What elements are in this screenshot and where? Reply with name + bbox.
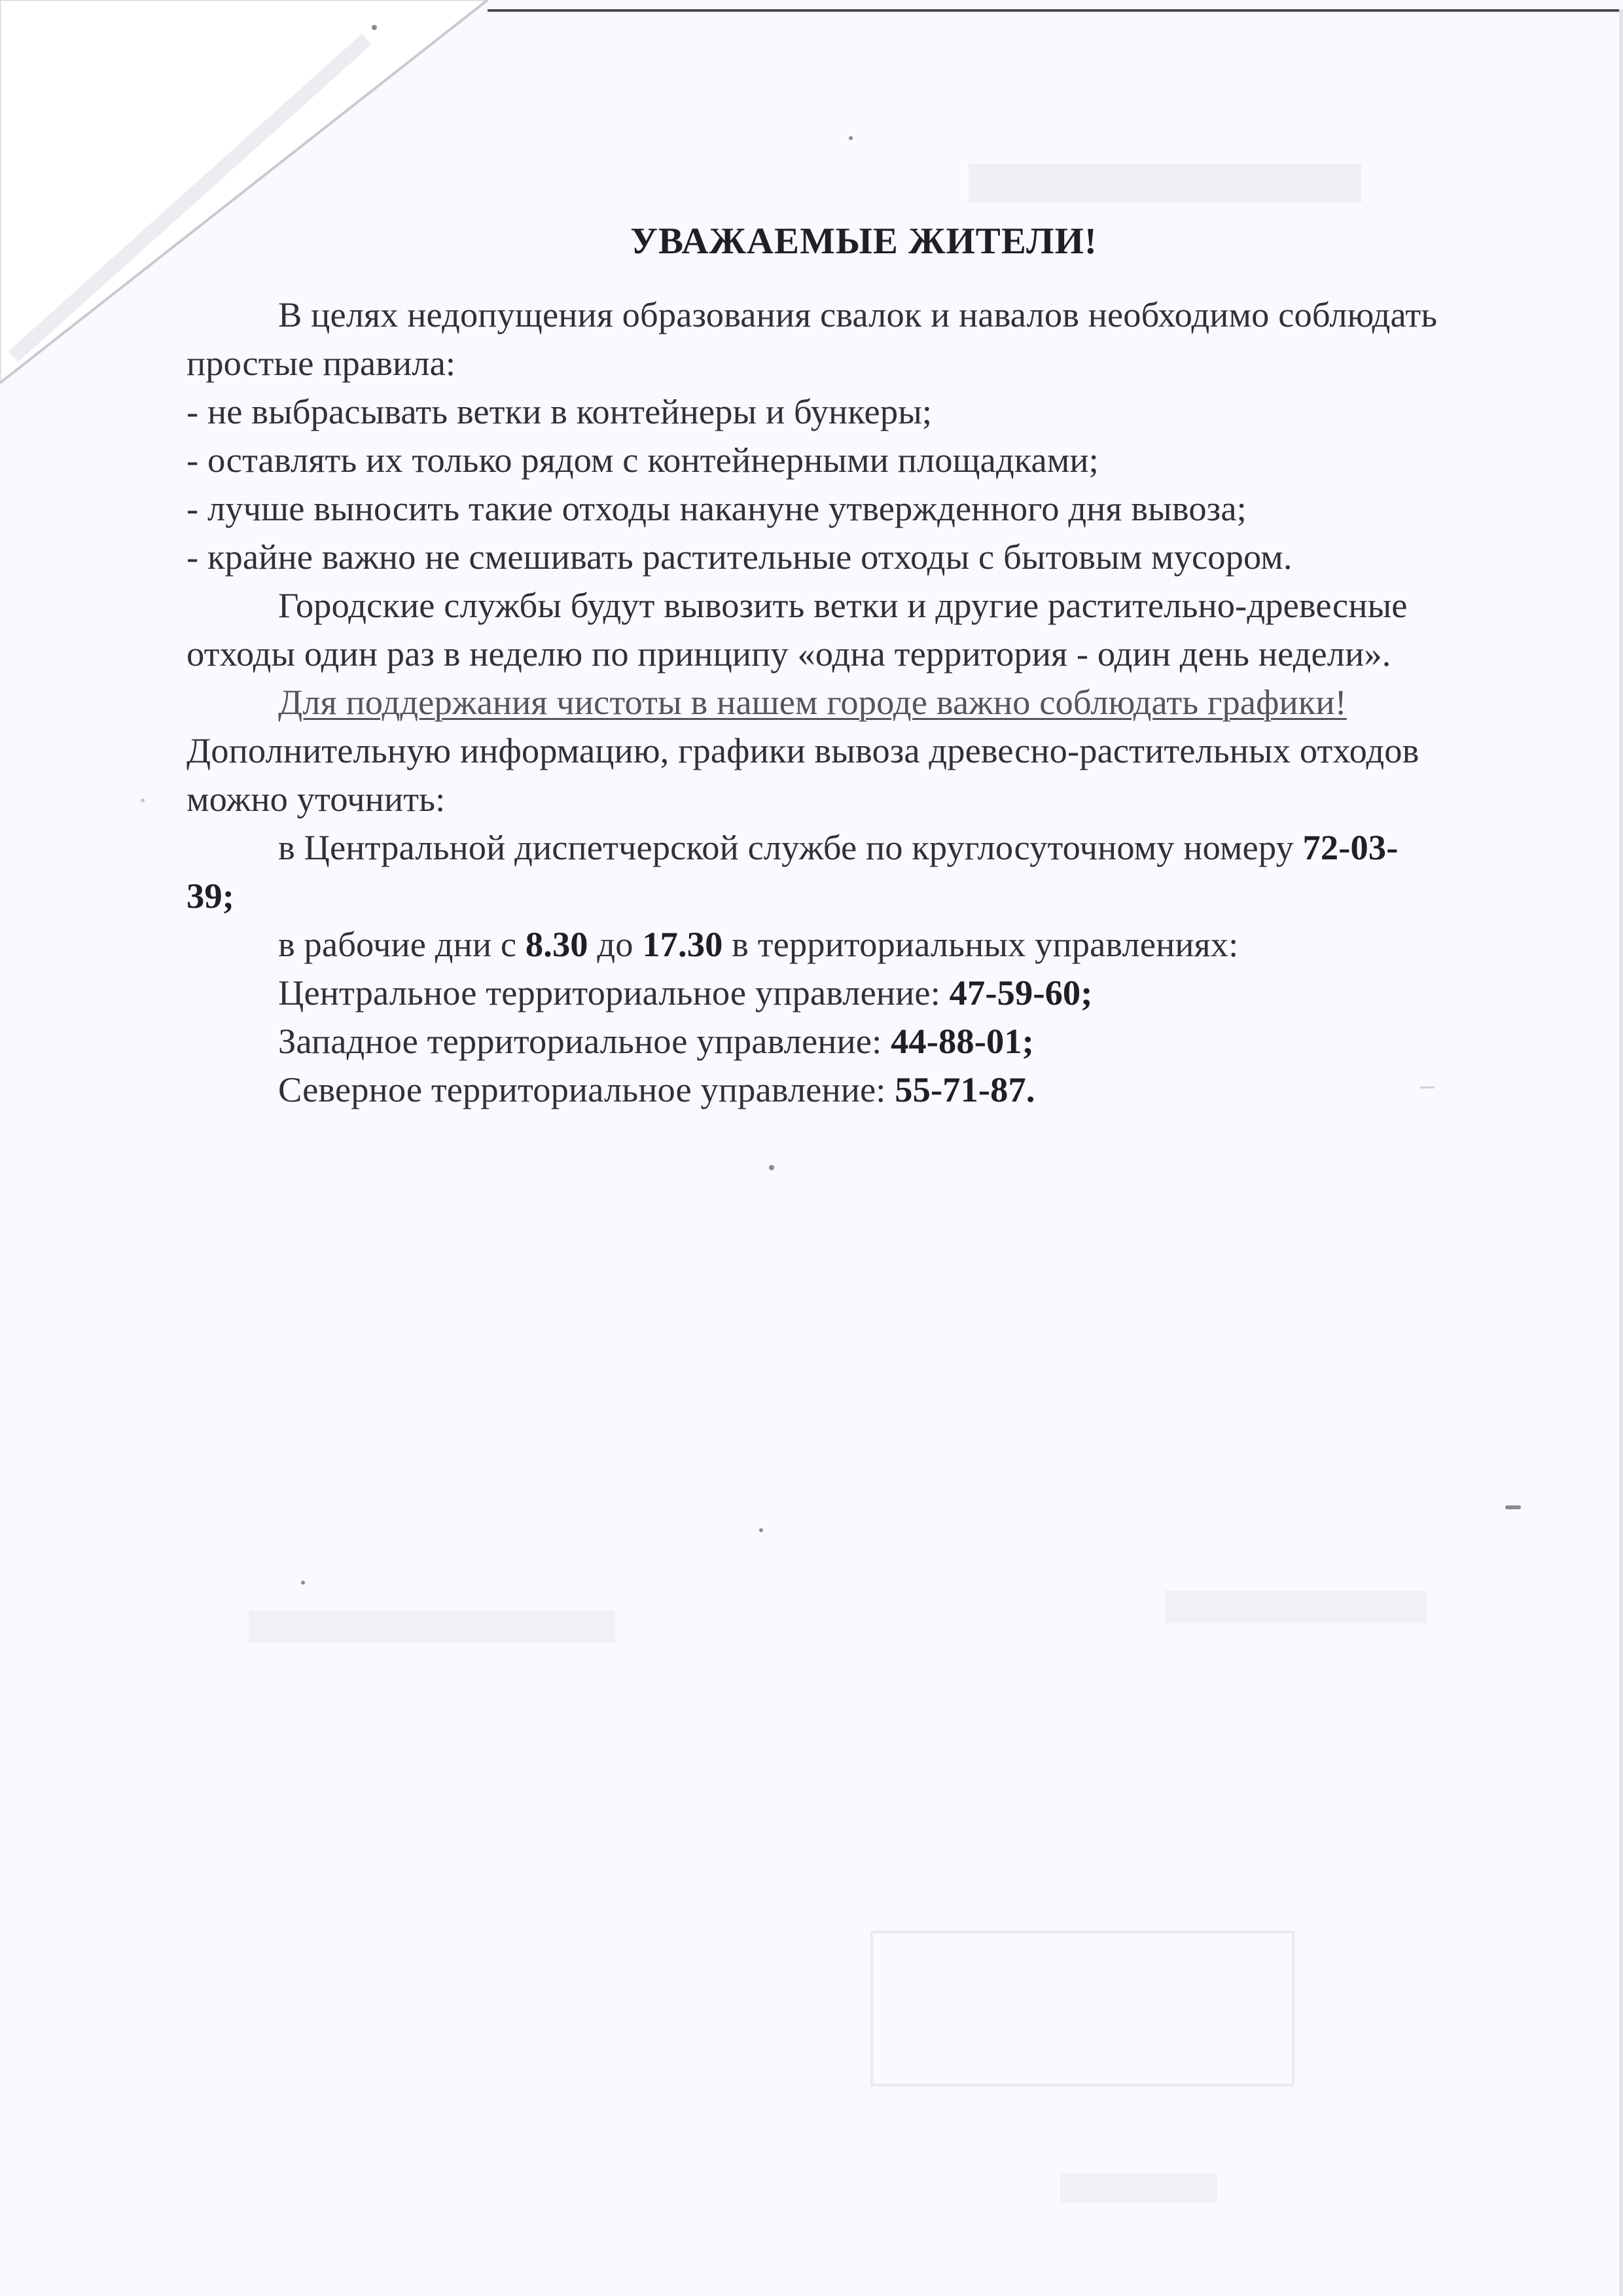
scan-speck bbox=[759, 1528, 763, 1532]
workdays-line bbox=[187, 920, 1443, 969]
scan-speck bbox=[769, 1165, 774, 1170]
dispatch-text: в Центральной диспетчерской службе по круглосуточному номеру bbox=[278, 827, 1294, 867]
department-phone: 44-88-01; bbox=[891, 1021, 1034, 1061]
department-line bbox=[187, 1017, 1443, 1066]
notice-body bbox=[187, 217, 1443, 1114]
rule-item: - оставлять их только рядом с контейнерными площадками; bbox=[187, 440, 1099, 480]
department-name: Северное территориальное управление: bbox=[278, 1069, 886, 1109]
info-paragraph: Дополнительную информацию, графики вывоза древесно-растительных отходов можно уточнить: bbox=[187, 730, 1419, 819]
workdays-start-time: 8.30 bbox=[525, 924, 588, 964]
services-paragraph: Городские службы будут вывозить ветки и другие растительно-древесные отходы один раз в неделю по принципу «одна территория - один день недели». bbox=[187, 585, 1408, 673]
emphasis-text: Для поддержания чистоты в нашем городе важно соблюдать графики! bbox=[278, 682, 1347, 722]
bleed-through-smudge bbox=[1060, 2173, 1217, 2202]
department-phone: 47-59-60; bbox=[949, 973, 1093, 1013]
scan-speck bbox=[141, 798, 145, 802]
notice-title: УВАЖАЕМЫЕ ЖИТЕЛИ! bbox=[630, 221, 1097, 262]
bleed-through-smudge bbox=[969, 164, 1361, 203]
bleed-through-smudge bbox=[249, 1610, 615, 1643]
page-right-edge bbox=[1619, 9, 1623, 2296]
department-line bbox=[187, 1066, 1443, 1114]
bleed-through-frame bbox=[870, 1931, 1294, 2087]
rule-item: - лучше выносить такие отходы накануне утвержденного дня вывоза; bbox=[187, 488, 1247, 528]
department-line bbox=[187, 969, 1443, 1017]
emphasis-line bbox=[187, 678, 1443, 726]
workdays-prefix: в рабочие дни с bbox=[278, 924, 517, 964]
scan-speck bbox=[1505, 1505, 1521, 1509]
dispatch-phone: 72-03-39; bbox=[187, 827, 1399, 916]
scan-speck bbox=[849, 136, 853, 140]
workdays-suffix: в территориальных управлениях: bbox=[732, 924, 1239, 964]
page-top-edge bbox=[488, 9, 1623, 12]
rule-item: - не выбрасывать ветки в контейнеры и бункеры; bbox=[187, 391, 933, 431]
bleed-through-smudge bbox=[1165, 1590, 1427, 1623]
scan-speck bbox=[301, 1581, 305, 1585]
department-name: Центральное территориальное управление: bbox=[278, 973, 940, 1013]
workdays-middle: до bbox=[597, 924, 633, 964]
intro-paragraph: В целях недопущения образования свалок и навалов необходимо соблюдать простые правила: bbox=[187, 295, 1438, 383]
department-name: Западное территориальное управление: bbox=[278, 1021, 882, 1061]
department-phone: 55-71-87. bbox=[895, 1069, 1035, 1109]
rule-item: - крайне важно не смешивать растительные отходы с бытовым мусором. bbox=[187, 537, 1293, 577]
workdays-end-time: 17.30 bbox=[642, 924, 723, 964]
dispatch-line bbox=[187, 823, 1443, 920]
scan-speck bbox=[372, 25, 377, 30]
